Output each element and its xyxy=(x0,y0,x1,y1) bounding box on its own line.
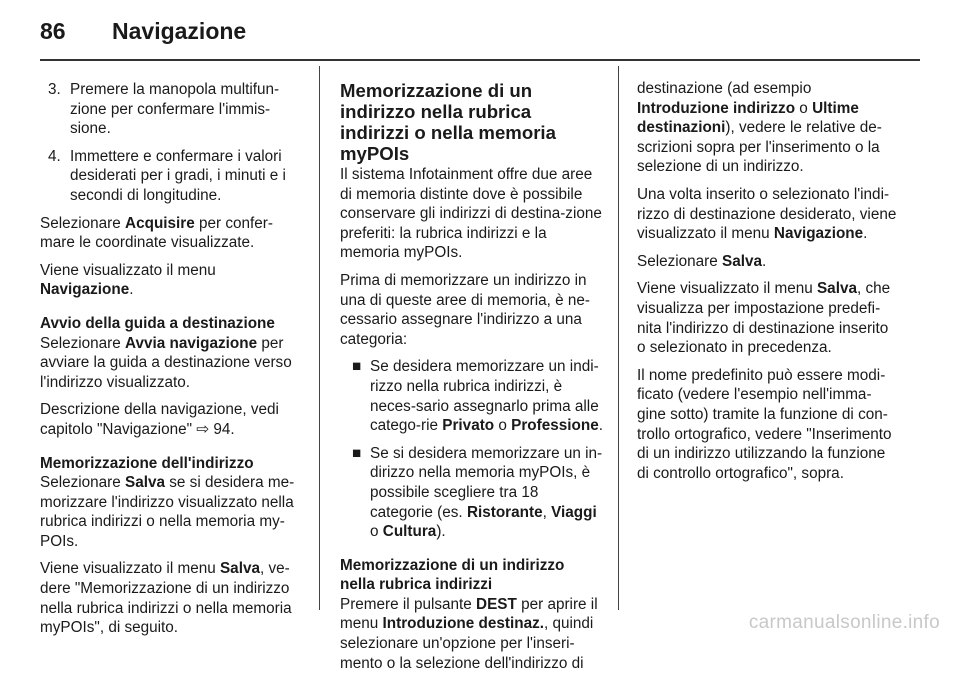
paragraph: Il nome predefinito può essere modi-ficato (vedere l'esempio nell'imma-gine sotto) tramite la funzione di con-trollo ortografico, vedere "Inserimento di un indirizzo utilizzando la funzione di controllo ortografico", sopra. xyxy=(637,366,892,482)
menu-term: Salva xyxy=(219,560,260,578)
step-4 xyxy=(40,147,303,206)
paragraph: Il sistema Infotainment offre due aree di memoria distinte dove è possibile conservare gli indirizzi di destina-zione preferiti: la rubrica indirizzi e la memoria myPOIs. xyxy=(340,166,602,262)
bullet-item: ■ Se si desidera memorizzare un in-dirizzo nella memoria myPOIs, è possibile scegliere tra 18 categorie (es. Ristorante, Viaggi o Cultura). xyxy=(352,444,603,541)
watermark: carmanualsonline.info xyxy=(748,612,940,633)
step-number: 4. xyxy=(48,147,61,165)
paragraph: Descrizione della navigazione, vedi capitolo "Navigazione" ⇨ 94. xyxy=(40,401,279,438)
paragraph: Premere il pulsante DEST per aprire il menu Introduzione destinaz., quindi selezionare un'opzione per l'inseri-mento o la selezione dell'indirizzo di xyxy=(340,595,598,672)
page-title: Navigazione xyxy=(112,18,247,44)
step-3 xyxy=(40,80,303,139)
column-1 xyxy=(40,80,303,646)
menu-term: Navigazione xyxy=(40,281,130,299)
paragraph: Viene visualizzato il menu Salva, che visualizza per impostazione predefi-nita l'indirizzo di destinazione inserito o selezionato in precedenza. xyxy=(637,280,891,357)
step-text: Premere la manopola multifun-zione per confermare l'immis-sione. xyxy=(70,81,280,138)
paragraph: Selezionare Salva se si desidera me-morizzare l'indirizzo visualizzato nella rubrica indirizzi o nella memoria my-POIs. xyxy=(40,474,295,550)
column-divider-1 xyxy=(319,66,320,610)
section-heading: Memorizzazione di un indirizzo nella rubrica indirizzi o nella memoria myPOIs xyxy=(340,80,556,164)
paragraph: Viene visualizzato il menu Salva, ve-dere "Memorizzazione di un indirizzo nella rubrica indirizzi o nella memoria myPOIs", di seguito. xyxy=(40,560,292,637)
column-2 xyxy=(340,80,603,681)
paragraph: Selezionare Acquisire per confer-mare le coordinate visualizzate. xyxy=(40,214,273,252)
bullet-item: ■ Se desidera memorizzare un indi-rizzo nella rubrica indirizzi, è neces-sario assegnarlo prima alle catego-rie Privato o Professione. xyxy=(352,358,603,435)
step-text: Immettere e confermare i valori desiderati per i gradi, i minuti e i secondi di longitudine. xyxy=(70,147,286,204)
menu-term: Salva xyxy=(125,474,166,492)
column-3 xyxy=(637,79,900,491)
paragraph: Prima di memorizzare un indirizzo in una di queste aree di memoria, è ne-cessario assegnare l'indirizzo a una categoria: xyxy=(340,271,590,348)
bullet-marker: ■ xyxy=(352,358,362,376)
paragraph: Viene visualizzato il menu Navigazione. xyxy=(40,261,216,299)
step-number: 3. xyxy=(48,81,61,98)
bullet-marker: ■ xyxy=(352,444,362,462)
page-number: 86 xyxy=(40,18,66,44)
page-header xyxy=(40,18,246,45)
menu-term: Acquisire xyxy=(125,214,195,232)
header-rule xyxy=(40,59,920,61)
paragraph: Una volta inserito o selezionato l'indi-rizzo di destinazione desiderato, viene visualizzato il menu Navigazione. xyxy=(637,185,897,243)
paragraph: destinazione (ad esempio Introduzione indirizzo o Ultime destinazioni), vedere le relative de-scrizioni sopra per l'inserimento o la selezione di un indirizzo. xyxy=(637,80,882,176)
paragraph: Selezionare Salva. xyxy=(637,252,767,270)
column-divider-2 xyxy=(618,66,619,610)
menu-term: Avvia navigazione xyxy=(125,334,258,352)
subheading: Memorizzazione di un indirizzo nella rubrica indirizzi xyxy=(340,556,565,594)
subheading: Memorizzazione dell'indirizzo xyxy=(40,454,254,472)
paragraph: Selezionare Avvia navigazione per avviare la guida a destinazione verso l'indirizzo visualizzato. xyxy=(40,334,292,391)
subheading: Avvio della guida a destinazione xyxy=(40,314,275,332)
